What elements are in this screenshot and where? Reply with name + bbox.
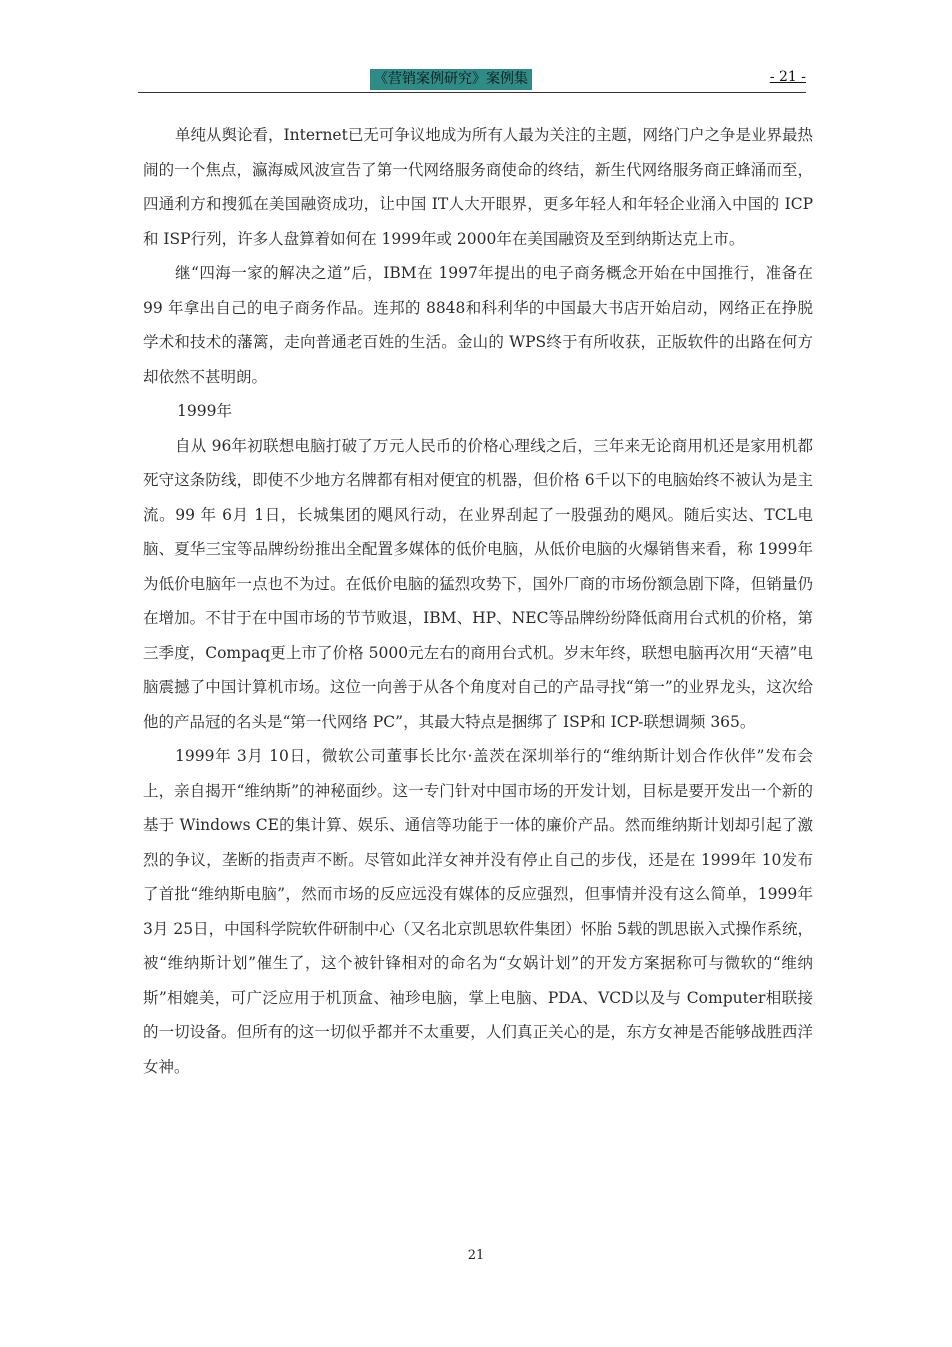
paragraph-3: 自从 96年初联想电脑打破了万元人民币的价格心理线之后，三年来无论商用机还是家用机都死守这条防线，即使不少地方名牌都有相对便宜的机器，但价格 6千以下的电脑始终不被认为是主流。99 年 6月 1日，长城集团的飓风行动，在业界刮起了一股强劲的飓风。随后实达、TCL电脑、夏华三宝等品牌纷纷推出全配置多媒体的低价电脑，从低价电脑的火爆销售来看，称 1999年为低价电脑年一点也不为过。在低价电脑的猛烈攻势下，国外厂商的市场份额急剧下降，但销量仍在增加。不甘于在中国市场的节节败退，IBM、HP、NEC等品牌纷纷降低商用台式机的价格，第三季度，Compaq更上市了价格 5000元左右的商用台式机。岁末年终，联想电脑再次用“天禧”电脑震撼了中国计算机市场。这位一向善于从各个角度对自己的产品寻找“第一”的业界龙头，这次给他的产品冠的名头是“第一代网络 PC”，其最大特点是捆绑了 ISP和 ICP-联想调频 365。 bbox=[143, 436, 813, 731]
page-number: 21 bbox=[467, 1248, 485, 1263]
header-title: 《营销案例研究》案例集 bbox=[370, 69, 532, 90]
page-header bbox=[138, 66, 806, 93]
paragraph-4: 1999年 3月 10日，微软公司董事长比尔·盖茨在深圳举行的“维纳斯计划合作伙伴”发布会上，亲自揭开“维纳斯”的神秘面纱。这一专门针对中国市场的开发计划，目标是要开发出一个新的基于 Windows CE的集计算、娱乐、通信等功能于一体的廉价产品。然而维纳斯计划却引起了激烈的争议，垄断的指责声不断。尽管如此洋女神并没有停止自己的步伐，还是在 1999年 10发布了首批“维纳斯电脑”，然而市场的反应远没有媒体的反应强烈，但事情并没有这么简单，1999年 3月 25日，中国科学院软件研制中心（又名北京凯思软件集团）怀胎 5载的凯思嵌入式操作系统，被“维纳斯计划”催生了，这个被针锋相对的命名为“女娲计划”的开发方案据称可与微软的“维纳斯”相媲美，可广泛应用于机顶盒、袖珍电脑，掌上电脑、PDA、VCD以及与 Computer相联接的一切设备。但所有的这一切似乎都并不太重要，人们真正关心的是，东方女神是否能够战胜西洋女神。 bbox=[143, 747, 813, 1076]
paragraph-1: 单纯从舆论看，Internet已无可争议地成为所有人最为关注的主题，网络门户之争是业界最热闹的一个焦点，瀛海威风波宣告了第一代网络服务商使命的终结，新生代网络服务商正蜂涌而至，四通利方和搜狐在美国融资成功，让中国 IT人大开眼界，更多年轻人和年轻企业涌入中国的 ICP和 ISP行列，许多人盘算着如何在 1999年或 2000年在美国融资及至到纳斯达克上市。 bbox=[143, 126, 813, 248]
section-heading-1999: 1999年 bbox=[177, 402, 232, 420]
document-body bbox=[143, 118, 813, 1084]
paragraph-2: 继“四海一家的解决之道”后，IBM在 1997年提出的电子商务概念开始在中国推行，准备在 99 年拿出自己的电子商务作品。连邦的 8848和科利华的中国最大书店开始启动，网络正在挣脱学术和技术的藩篱，走向普通老百姓的生活。金山的 WPS终于有所收获，正版软件的出路在何方却依然不甚明朗。 bbox=[143, 264, 813, 386]
header-page-label: - 21 - bbox=[769, 69, 806, 85]
